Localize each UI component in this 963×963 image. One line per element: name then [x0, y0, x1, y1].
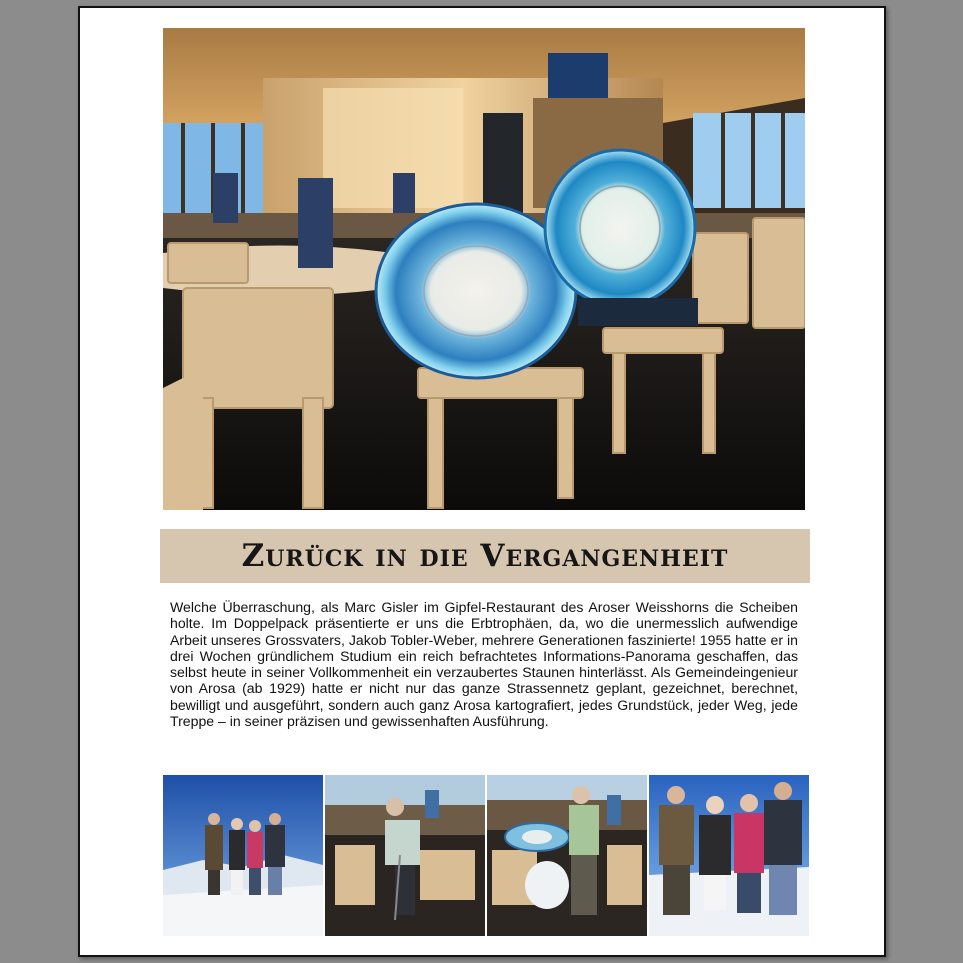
article-body: Welche Überraschung, als Marc Gisler im Gipfel-Restaurant des Aroser Weisshorns die Scheiben holte. Im Doppelpack präsentierte er uns die Erbtrophäen, da, wo die unermesslich aufwendige Arbeit unseres Grossvaters, Jakob Tobler-Weber, mehrere Generationen faszinierte! 1955 hatte er in drei Wochen gründlichem Studium ein reich befrachtetes Informations-Panorama geschaffen, das selbst heute in seiner Vollkommenheit ein verzaubertes Staunen hinterlässt. Als Gemeindeingenieur von Arosa (ab 1929) hatte er nicht nur das ganze Strassennetz geplant, gezeichnet, berechnet, bewilligt und ausgeführt, sondern auch ganz Arosa kartografiert, jedes Grundstück, jeder Weg, jede Treppe – in seiner präzisen und gewissenhaften Ausführung. [170, 599, 798, 730]
article-title: Zurück in die Vergangenheit [241, 538, 729, 574]
document-page [78, 6, 886, 957]
title-band [160, 529, 810, 583]
main-photo-restaurant-panorama-discs [163, 28, 805, 510]
photo-strip [163, 775, 810, 936]
thumb-photo-man-with-disc [325, 775, 485, 936]
thumb-photo-man-holding-disc [487, 775, 647, 936]
thumb-photo-group-mountain [163, 775, 323, 936]
thumb-photo-group-closeup [649, 775, 809, 936]
